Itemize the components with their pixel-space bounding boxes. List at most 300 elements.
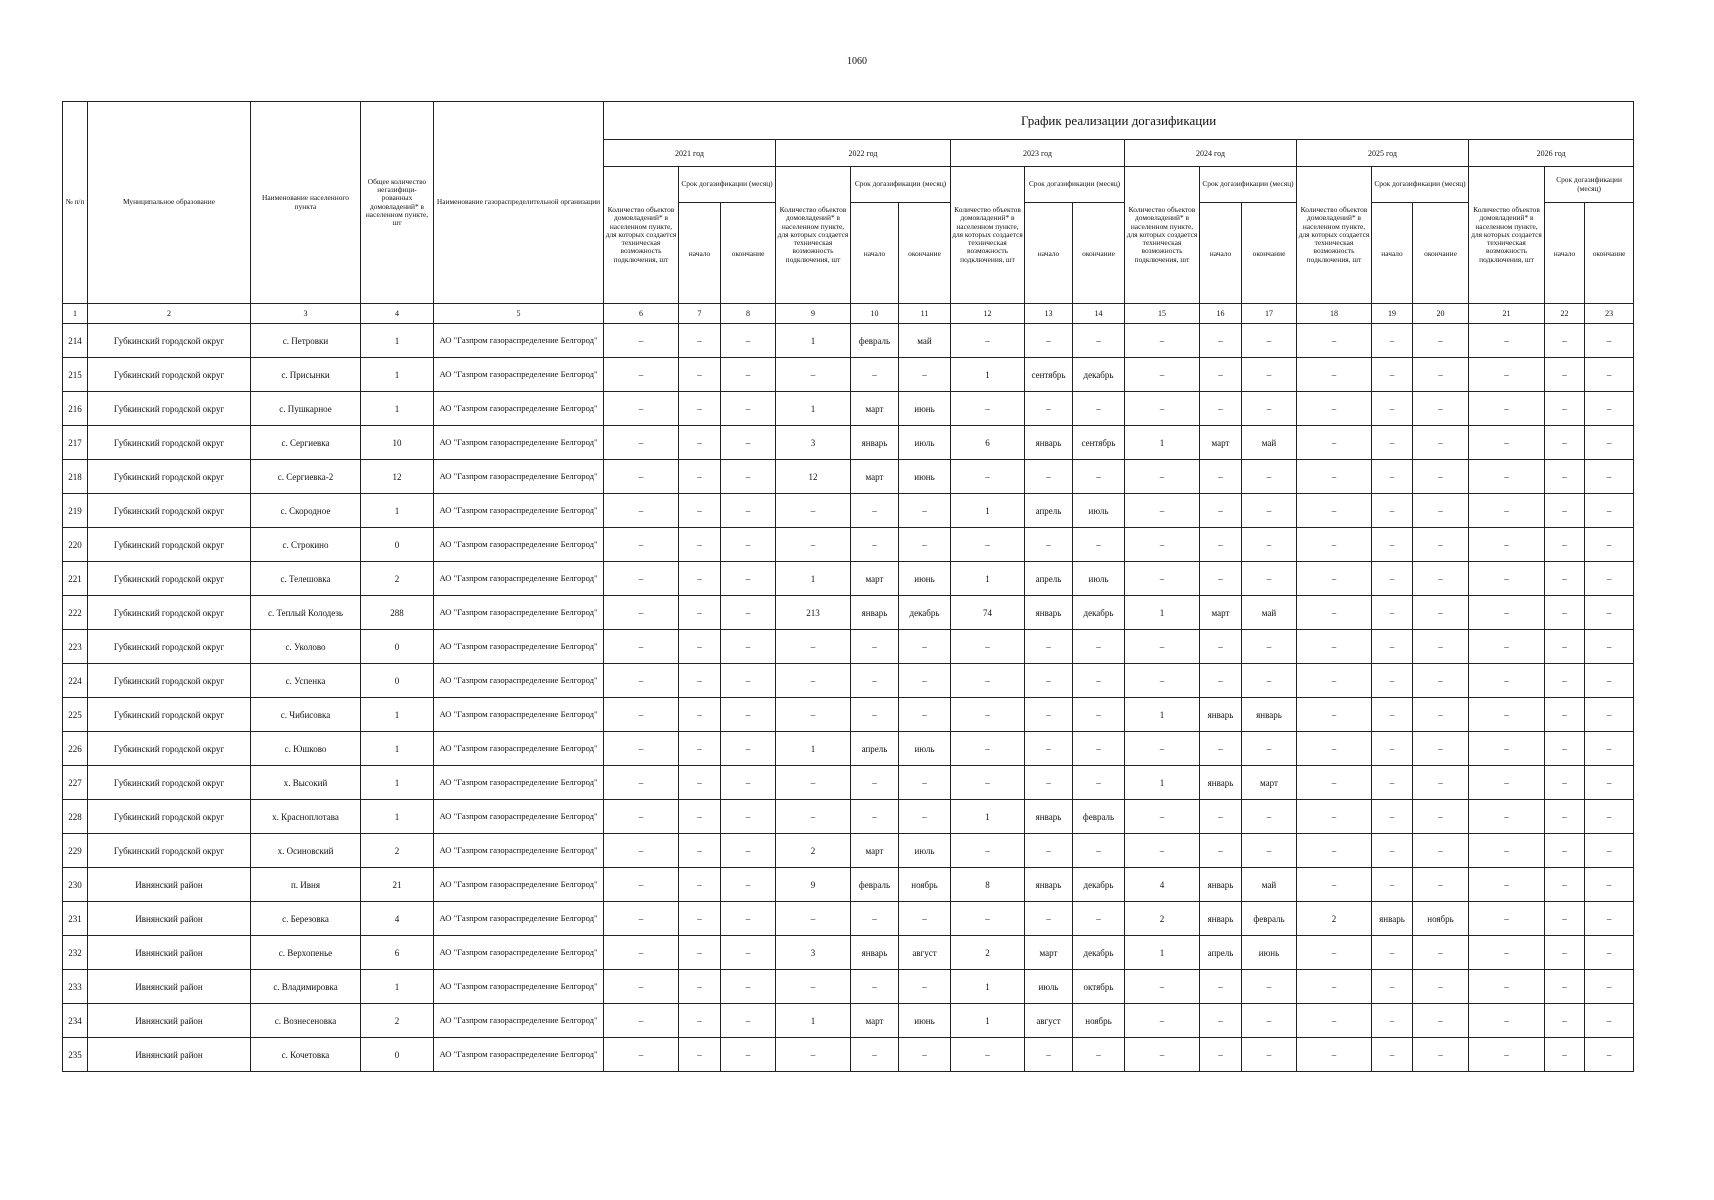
count-cell: 1 <box>1125 766 1200 800</box>
table-row <box>63 936 1634 970</box>
column-number: 6 <box>604 304 679 324</box>
count-cell: – <box>951 664 1025 698</box>
organization-cell: АО "Газпром газораспределение Белгород" <box>434 698 604 732</box>
count-cell: 2 <box>776 834 851 868</box>
end-month-cell: – <box>1073 1038 1125 1072</box>
count-cell: 2 <box>1297 902 1372 936</box>
municipality-cell: Ивнянский район <box>88 868 251 902</box>
organization-cell: АО "Газпром газораспределение Белгород" <box>434 596 604 630</box>
header-start: начало <box>851 203 899 304</box>
end-month-cell: декабрь <box>1073 868 1125 902</box>
header-term: Срок догазификации (месяц) <box>679 167 776 203</box>
header-end: окончание <box>1073 203 1125 304</box>
count-cell: 1 <box>776 324 851 358</box>
table-row <box>63 528 1634 562</box>
organization-cell: АО "Газпром газораспределение Белгород" <box>434 528 604 562</box>
column-number: 2 <box>88 304 251 324</box>
count-cell: – <box>1297 596 1372 630</box>
municipality-cell: Губкинский городской округ <box>88 732 251 766</box>
count-cell: – <box>951 392 1025 426</box>
end-month-cell: – <box>1073 630 1125 664</box>
row-number: 229 <box>63 834 88 868</box>
start-month-cell: – <box>851 528 899 562</box>
end-month-cell: январь <box>1242 698 1297 732</box>
start-month-cell: – <box>1200 800 1242 834</box>
end-month-cell: ноябрь <box>1073 1004 1125 1038</box>
end-month-cell: – <box>721 596 776 630</box>
start-month-cell: – <box>1200 392 1242 426</box>
end-month-cell: – <box>721 800 776 834</box>
total-count-cell: 12 <box>361 460 434 494</box>
table-row <box>63 902 1634 936</box>
municipality-cell: Ивнянский район <box>88 1038 251 1072</box>
end-month-cell: ноябрь <box>1413 902 1469 936</box>
end-month-cell: – <box>899 766 951 800</box>
municipality-cell: Ивнянский район <box>88 970 251 1004</box>
municipality-cell: Губкинский городской округ <box>88 460 251 494</box>
column-number: 10 <box>851 304 899 324</box>
count-cell: – <box>1469 426 1545 460</box>
end-month-cell: июль <box>1073 494 1125 528</box>
count-cell: – <box>604 732 679 766</box>
start-month-cell: – <box>1545 868 1585 902</box>
count-cell: – <box>1125 460 1200 494</box>
end-month-cell: – <box>899 528 951 562</box>
end-month-cell: – <box>1585 630 1634 664</box>
count-cell: – <box>951 732 1025 766</box>
start-month-cell: – <box>1200 562 1242 596</box>
start-month-cell: – <box>1545 698 1585 732</box>
end-month-cell: – <box>1585 1038 1634 1072</box>
end-month-cell: сентябрь <box>1073 426 1125 460</box>
table-body <box>63 324 1634 1072</box>
start-month-cell: – <box>1545 630 1585 664</box>
end-month-cell: – <box>1242 732 1297 766</box>
table-row <box>63 426 1634 460</box>
count-cell: 1 <box>1125 426 1200 460</box>
count-cell: 8 <box>951 868 1025 902</box>
count-cell: 1 <box>1125 936 1200 970</box>
start-month-cell: январь <box>1200 698 1242 732</box>
organization-cell: АО "Газпром газораспределение Белгород" <box>434 1004 604 1038</box>
end-month-cell: – <box>1242 460 1297 494</box>
start-month-cell: – <box>1545 460 1585 494</box>
start-month-cell: март <box>1200 596 1242 630</box>
end-month-cell: – <box>721 664 776 698</box>
count-cell: – <box>1469 324 1545 358</box>
start-month-cell: – <box>1545 528 1585 562</box>
start-month-cell: – <box>1372 630 1413 664</box>
end-month-cell: – <box>1242 358 1297 392</box>
count-cell: – <box>1469 562 1545 596</box>
start-month-cell: – <box>851 800 899 834</box>
start-month-cell: – <box>1545 358 1585 392</box>
table-row <box>63 562 1634 596</box>
end-month-cell: – <box>1073 392 1125 426</box>
settlement-cell: с. Скородное <box>251 494 361 528</box>
organization-cell: АО "Газпром газораспределение Белгород" <box>434 630 604 664</box>
settlement-cell: с. Строкино <box>251 528 361 562</box>
start-month-cell: – <box>1545 936 1585 970</box>
column-number: 5 <box>434 304 604 324</box>
start-month-cell: – <box>1545 732 1585 766</box>
start-month-cell: – <box>1545 1038 1585 1072</box>
table-row <box>63 596 1634 630</box>
end-month-cell: – <box>1413 936 1469 970</box>
table-row <box>63 392 1634 426</box>
count-cell: – <box>1469 902 1545 936</box>
count-cell: – <box>951 630 1025 664</box>
end-month-cell: – <box>1585 426 1634 460</box>
municipality-cell: Губкинский городской округ <box>88 834 251 868</box>
count-cell: – <box>776 494 851 528</box>
start-month-cell: январь <box>1025 800 1073 834</box>
start-month-cell: – <box>1200 1038 1242 1072</box>
end-month-cell: – <box>1242 800 1297 834</box>
total-count-cell: 0 <box>361 664 434 698</box>
end-month-cell: декабрь <box>899 596 951 630</box>
count-cell: 1 <box>776 732 851 766</box>
start-month-cell: – <box>1025 732 1073 766</box>
header-municipality: Муниципальное образование <box>88 102 251 304</box>
start-month-cell: – <box>1372 732 1413 766</box>
header-start: начало <box>1545 203 1585 304</box>
row-number: 235 <box>63 1038 88 1072</box>
count-cell: 9 <box>776 868 851 902</box>
count-cell: – <box>1469 1004 1545 1038</box>
count-cell: – <box>604 494 679 528</box>
column-number: 20 <box>1413 304 1469 324</box>
end-month-cell: – <box>721 460 776 494</box>
column-number: 18 <box>1297 304 1372 324</box>
start-month-cell: – <box>1025 664 1073 698</box>
start-month-cell: – <box>679 528 721 562</box>
settlement-cell: с. Сергиевка <box>251 426 361 460</box>
count-cell: 1 <box>951 970 1025 1004</box>
organization-cell: АО "Газпром газораспределение Белгород" <box>434 970 604 1004</box>
end-month-cell: – <box>899 494 951 528</box>
start-month-cell: апрель <box>1025 494 1073 528</box>
organization-cell: АО "Газпром газораспределение Белгород" <box>434 868 604 902</box>
end-month-cell: – <box>1585 902 1634 936</box>
total-count-cell: 1 <box>361 800 434 834</box>
end-month-cell: – <box>899 630 951 664</box>
total-count-cell: 6 <box>361 936 434 970</box>
count-cell: – <box>604 392 679 426</box>
municipality-cell: Губкинский городской округ <box>88 630 251 664</box>
end-month-cell: – <box>721 902 776 936</box>
column-number: 7 <box>679 304 721 324</box>
end-month-cell: июль <box>899 834 951 868</box>
count-cell: – <box>951 698 1025 732</box>
count-cell: – <box>604 834 679 868</box>
count-cell: 1 <box>951 494 1025 528</box>
end-month-cell: – <box>1413 562 1469 596</box>
count-cell: 74 <box>951 596 1025 630</box>
start-month-cell: – <box>1025 902 1073 936</box>
start-month-cell: – <box>1200 494 1242 528</box>
end-month-cell: – <box>1585 392 1634 426</box>
count-cell: – <box>1469 460 1545 494</box>
organization-cell: АО "Газпром газораспределение Белгород" <box>434 562 604 596</box>
count-cell: – <box>1469 766 1545 800</box>
settlement-cell: с. Уколово <box>251 630 361 664</box>
column-number: 4 <box>361 304 434 324</box>
settlement-cell: с. Петровки <box>251 324 361 358</box>
end-month-cell: – <box>1242 324 1297 358</box>
organization-cell: АО "Газпром газораспределение Белгород" <box>434 902 604 936</box>
start-month-cell: – <box>1200 732 1242 766</box>
total-count-cell: 1 <box>361 392 434 426</box>
header-start: начало <box>1372 203 1413 304</box>
start-month-cell: – <box>1372 494 1413 528</box>
column-number: 16 <box>1200 304 1242 324</box>
count-cell: – <box>604 1038 679 1072</box>
end-month-cell: – <box>721 698 776 732</box>
count-cell: – <box>1125 324 1200 358</box>
start-month-cell: – <box>1545 766 1585 800</box>
row-number: 224 <box>63 664 88 698</box>
end-month-cell: – <box>1413 766 1469 800</box>
end-month-cell: – <box>1585 936 1634 970</box>
end-month-cell: – <box>721 324 776 358</box>
end-month-cell: – <box>721 732 776 766</box>
end-month-cell: – <box>1585 1004 1634 1038</box>
start-month-cell: январь <box>1025 596 1073 630</box>
end-month-cell: – <box>1242 834 1297 868</box>
start-month-cell: февраль <box>851 324 899 358</box>
count-cell: – <box>1297 562 1372 596</box>
start-month-cell: – <box>1372 698 1413 732</box>
start-month-cell: июль <box>1025 970 1073 1004</box>
start-month-cell: – <box>1545 1004 1585 1038</box>
table-row <box>63 630 1634 664</box>
count-cell: – <box>1297 494 1372 528</box>
end-month-cell: декабрь <box>1073 936 1125 970</box>
settlement-cell: с. Верхопенье <box>251 936 361 970</box>
table-row <box>63 834 1634 868</box>
count-cell: 1 <box>1125 698 1200 732</box>
count-cell: – <box>1297 1038 1372 1072</box>
count-cell: – <box>1125 970 1200 1004</box>
end-month-cell: – <box>721 970 776 1004</box>
start-month-cell: – <box>679 596 721 630</box>
row-number: 230 <box>63 868 88 902</box>
column-number: 22 <box>1545 304 1585 324</box>
start-month-cell: – <box>1200 834 1242 868</box>
total-count-cell: 1 <box>361 970 434 1004</box>
organization-cell: АО "Газпром газораспределение Белгород" <box>434 664 604 698</box>
count-cell: – <box>1297 630 1372 664</box>
count-cell: – <box>1125 494 1200 528</box>
start-month-cell: январь <box>851 426 899 460</box>
settlement-cell: х. Осиновский <box>251 834 361 868</box>
header-count: Количество объектов домовладений* в населенном пункте, для которых создается техническая возможность подключения, шт <box>1125 167 1200 304</box>
start-month-cell: – <box>1025 1038 1073 1072</box>
count-cell: – <box>776 528 851 562</box>
count-cell: – <box>1125 664 1200 698</box>
count-cell: – <box>1125 392 1200 426</box>
municipality-cell: Ивнянский район <box>88 1004 251 1038</box>
end-month-cell: – <box>1585 358 1634 392</box>
start-month-cell: – <box>851 1038 899 1072</box>
end-month-cell: – <box>1585 868 1634 902</box>
count-cell: – <box>604 936 679 970</box>
row-number: 222 <box>63 596 88 630</box>
total-count-cell: 0 <box>361 1038 434 1072</box>
municipality-cell: Губкинский городской округ <box>88 358 251 392</box>
count-cell: – <box>1297 698 1372 732</box>
end-month-cell: – <box>1073 834 1125 868</box>
start-month-cell: – <box>679 664 721 698</box>
start-month-cell: сентябрь <box>1025 358 1073 392</box>
end-month-cell: – <box>721 392 776 426</box>
count-cell: – <box>1297 426 1372 460</box>
row-number: 219 <box>63 494 88 528</box>
header-count: Количество объектов домовладений* в населенном пункте, для которых создается техническая возможность подключения, шт <box>604 167 679 304</box>
total-count-cell: 1 <box>361 732 434 766</box>
column-number: 23 <box>1585 304 1634 324</box>
count-cell: – <box>776 766 851 800</box>
end-month-cell: – <box>1413 528 1469 562</box>
column-number: 9 <box>776 304 851 324</box>
count-cell: 1 <box>776 1004 851 1038</box>
table-row <box>63 324 1634 358</box>
count-cell: – <box>1469 970 1545 1004</box>
end-month-cell: – <box>899 664 951 698</box>
count-cell: – <box>776 358 851 392</box>
start-month-cell: – <box>851 766 899 800</box>
total-count-cell: 4 <box>361 902 434 936</box>
row-number: 232 <box>63 936 88 970</box>
count-cell: – <box>1125 834 1200 868</box>
count-cell: 1 <box>951 358 1025 392</box>
row-number: 214 <box>63 324 88 358</box>
header-year: 2024 год <box>1125 140 1297 167</box>
column-number: 21 <box>1469 304 1545 324</box>
end-month-cell: – <box>1242 1038 1297 1072</box>
organization-cell: АО "Газпром газораспределение Белгород" <box>434 392 604 426</box>
start-month-cell: – <box>1545 664 1585 698</box>
header-end: окончание <box>1585 203 1634 304</box>
end-month-cell: – <box>899 970 951 1004</box>
count-cell: 1 <box>951 562 1025 596</box>
header-term: Срок догазификации (месяц) <box>1545 167 1634 203</box>
end-month-cell: июнь <box>899 562 951 596</box>
count-cell: – <box>1469 358 1545 392</box>
total-count-cell: 1 <box>361 324 434 358</box>
start-month-cell: – <box>679 460 721 494</box>
end-month-cell: май <box>1242 868 1297 902</box>
count-cell: – <box>604 562 679 596</box>
start-month-cell: – <box>1372 392 1413 426</box>
table-row <box>63 698 1634 732</box>
row-number: 228 <box>63 800 88 834</box>
header-end: окончание <box>721 203 776 304</box>
settlement-cell: с. Вознесеновка <box>251 1004 361 1038</box>
organization-cell: АО "Газпром газораспределение Белгород" <box>434 936 604 970</box>
count-cell: – <box>1469 698 1545 732</box>
municipality-cell: Губкинский городской округ <box>88 800 251 834</box>
end-month-cell: – <box>1242 494 1297 528</box>
start-month-cell: – <box>1372 664 1413 698</box>
header-term: Срок догазификации (месяц) <box>1200 167 1297 203</box>
settlement-cell: с. Березовка <box>251 902 361 936</box>
start-month-cell: – <box>679 800 721 834</box>
start-month-cell: – <box>851 494 899 528</box>
start-month-cell: март <box>851 460 899 494</box>
total-count-cell: 10 <box>361 426 434 460</box>
end-month-cell: май <box>1242 426 1297 460</box>
column-number: 12 <box>951 304 1025 324</box>
municipality-cell: Губкинский городской округ <box>88 596 251 630</box>
start-month-cell: – <box>1545 834 1585 868</box>
count-cell: – <box>951 902 1025 936</box>
start-month-cell: – <box>679 834 721 868</box>
start-month-cell: март <box>851 834 899 868</box>
settlement-cell: с. Владимировка <box>251 970 361 1004</box>
start-month-cell: – <box>1545 562 1585 596</box>
count-cell: – <box>604 868 679 902</box>
end-month-cell: ноябрь <box>899 868 951 902</box>
count-cell: – <box>1125 732 1200 766</box>
count-cell: – <box>1297 732 1372 766</box>
table-row <box>63 800 1634 834</box>
start-month-cell: – <box>1372 460 1413 494</box>
start-month-cell: – <box>679 324 721 358</box>
end-month-cell: – <box>1413 868 1469 902</box>
count-cell: – <box>776 698 851 732</box>
end-month-cell: – <box>721 528 776 562</box>
start-month-cell: – <box>1372 596 1413 630</box>
start-month-cell: – <box>1545 970 1585 1004</box>
settlement-cell: с. Телешовка <box>251 562 361 596</box>
end-month-cell: – <box>1242 562 1297 596</box>
count-cell: – <box>604 460 679 494</box>
total-count-cell: 288 <box>361 596 434 630</box>
header-start: начало <box>1200 203 1242 304</box>
count-cell: – <box>1469 834 1545 868</box>
end-month-cell: – <box>1585 460 1634 494</box>
end-month-cell: – <box>1073 698 1125 732</box>
table-row <box>63 1038 1634 1072</box>
header-term: Срок догазификации (месяц) <box>1372 167 1469 203</box>
end-month-cell: – <box>1413 1004 1469 1038</box>
end-month-cell: июнь <box>899 392 951 426</box>
start-month-cell: – <box>679 494 721 528</box>
start-month-cell: – <box>1025 698 1073 732</box>
count-cell: 1 <box>776 392 851 426</box>
count-cell: – <box>951 324 1025 358</box>
end-month-cell: – <box>1413 358 1469 392</box>
count-cell: 1 <box>1125 596 1200 630</box>
count-cell: – <box>604 324 679 358</box>
end-month-cell: – <box>1073 528 1125 562</box>
count-cell: – <box>604 902 679 936</box>
end-month-cell: – <box>1585 698 1634 732</box>
count-cell: – <box>951 460 1025 494</box>
count-cell: – <box>604 1004 679 1038</box>
end-month-cell: – <box>721 936 776 970</box>
count-cell: 2 <box>951 936 1025 970</box>
start-month-cell: март <box>1025 936 1073 970</box>
settlement-cell: с. Юшково <box>251 732 361 766</box>
settlement-cell: с. Чибисовка <box>251 698 361 732</box>
count-cell: – <box>1469 630 1545 664</box>
header-count: Количество объектов домовладений* в населенном пункте, для которых создается техническая возможность подключения, шт <box>951 167 1025 304</box>
municipality-cell: Губкинский городской округ <box>88 698 251 732</box>
municipality-cell: Губкинский городской округ <box>88 562 251 596</box>
